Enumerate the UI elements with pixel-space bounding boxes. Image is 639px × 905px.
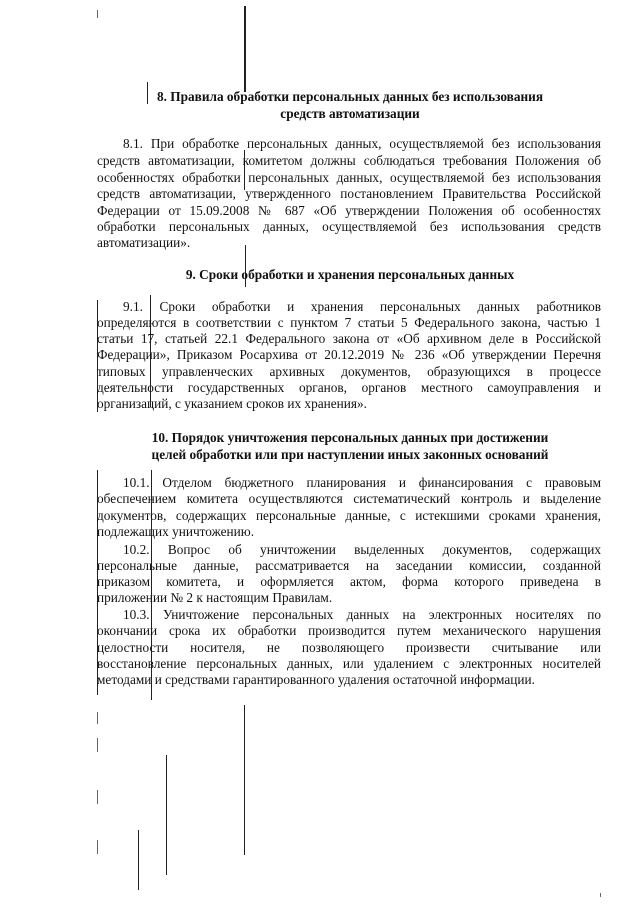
scan-speck <box>600 893 601 897</box>
heading-line: 9. Сроки обработки и хранения персональных данных <box>185 267 515 282</box>
text-line: деятельности государственных органов, органов местного самоуправления и <box>97 380 601 395</box>
text-line: 10.3. Уничтожение персональных данных на электронных носителях по <box>123 607 601 622</box>
text-line: средств автоматизации, комитетом должны соблюдаться требования Положения об <box>97 153 601 168</box>
text-line: определяются в соответствии с пунктом 7 статьи 5 Федерального закона, частью 1 <box>97 315 601 330</box>
text-line: типовых управленческих архивных документов, образующихся в процессе <box>97 364 601 379</box>
text-line: персональные данные, рассматривается на заседании комиссии, созданной <box>97 558 601 573</box>
text-line: статьи 17, статьей 22.1 Федерального закона от «Об архивном деле в Российской <box>97 331 601 346</box>
scan-speck <box>97 790 98 804</box>
scan-line <box>244 6 246 92</box>
section-10-heading <box>90 429 610 463</box>
text-line: восстановление персональных данных, или удалением с электронных носителей <box>97 656 601 671</box>
text-line: 10.2. Вопрос об уничтожении выделенных документов, содержащих <box>123 542 601 557</box>
text-line: Федерации от 15.09.2008 № 687 «Об утверждении Положения об особенностях <box>97 203 601 218</box>
text-line: средств автоматизации, утвержденного постановлением Правительства Российской <box>97 186 601 201</box>
heading-line: 10. Порядок уничтожения персональных данных при достижении <box>151 430 549 445</box>
text-line: целостности носителя, не позволяющего произвести считывание или <box>97 640 601 655</box>
text-line: 9.1. Сроки обработки и хранения персональных данных работников <box>123 299 601 314</box>
scan-speck <box>97 712 98 724</box>
scan-line <box>244 705 245 855</box>
heading-line: средств автоматизации <box>280 106 420 121</box>
text-line: методами и средствами гарантированного удаления остаточной информации. <box>97 672 535 687</box>
heading-line: целей обработки или при наступлении иных законных оснований <box>151 447 549 462</box>
text-line: документов, содержащих персональные данные, с истекшими сроками хранения, <box>97 508 601 523</box>
scan-line <box>166 755 167 875</box>
scan-speck <box>97 840 98 854</box>
text-line: подлежащих уничтожению. <box>97 524 255 539</box>
text-line: окончании срока их обработки производится путем механического нарушения <box>97 623 601 638</box>
text-line: особенностях обработки персональных данных, осуществляемой без использования <box>97 170 601 185</box>
text-line: обработки персональных данных, осуществляемой без использования средств <box>97 219 601 234</box>
text-line: автоматизации». <box>97 235 191 250</box>
heading-line: 8. Правила обработки персональных данных без использования <box>156 89 544 104</box>
scan-line <box>138 830 139 890</box>
scan-speck <box>97 738 98 752</box>
text-line: Федерации», Приказом Росархива от 20.12.2019 № 236 «Об утверждении Перечня <box>97 347 601 362</box>
section-9-heading <box>90 266 610 283</box>
text-line: обеспечением комитета осуществляются систематический контроль и выделение <box>97 491 601 506</box>
text-line: 10.1. Отделом бюджетного планирования и финансирования с правовым <box>123 475 601 490</box>
text-line: организаций, с указанием сроков их хранения». <box>97 396 367 411</box>
scan-speck <box>97 10 98 18</box>
section-8-heading <box>90 88 610 122</box>
text-line: 8.1. При обработке персональных данных, осуществляемой без использования <box>123 136 601 151</box>
text-line: приказом комитета, и оформляется актом, форма которого приведена в <box>97 574 601 589</box>
text-line: приложении № 2 к настоящим Правилам. <box>97 590 333 605</box>
